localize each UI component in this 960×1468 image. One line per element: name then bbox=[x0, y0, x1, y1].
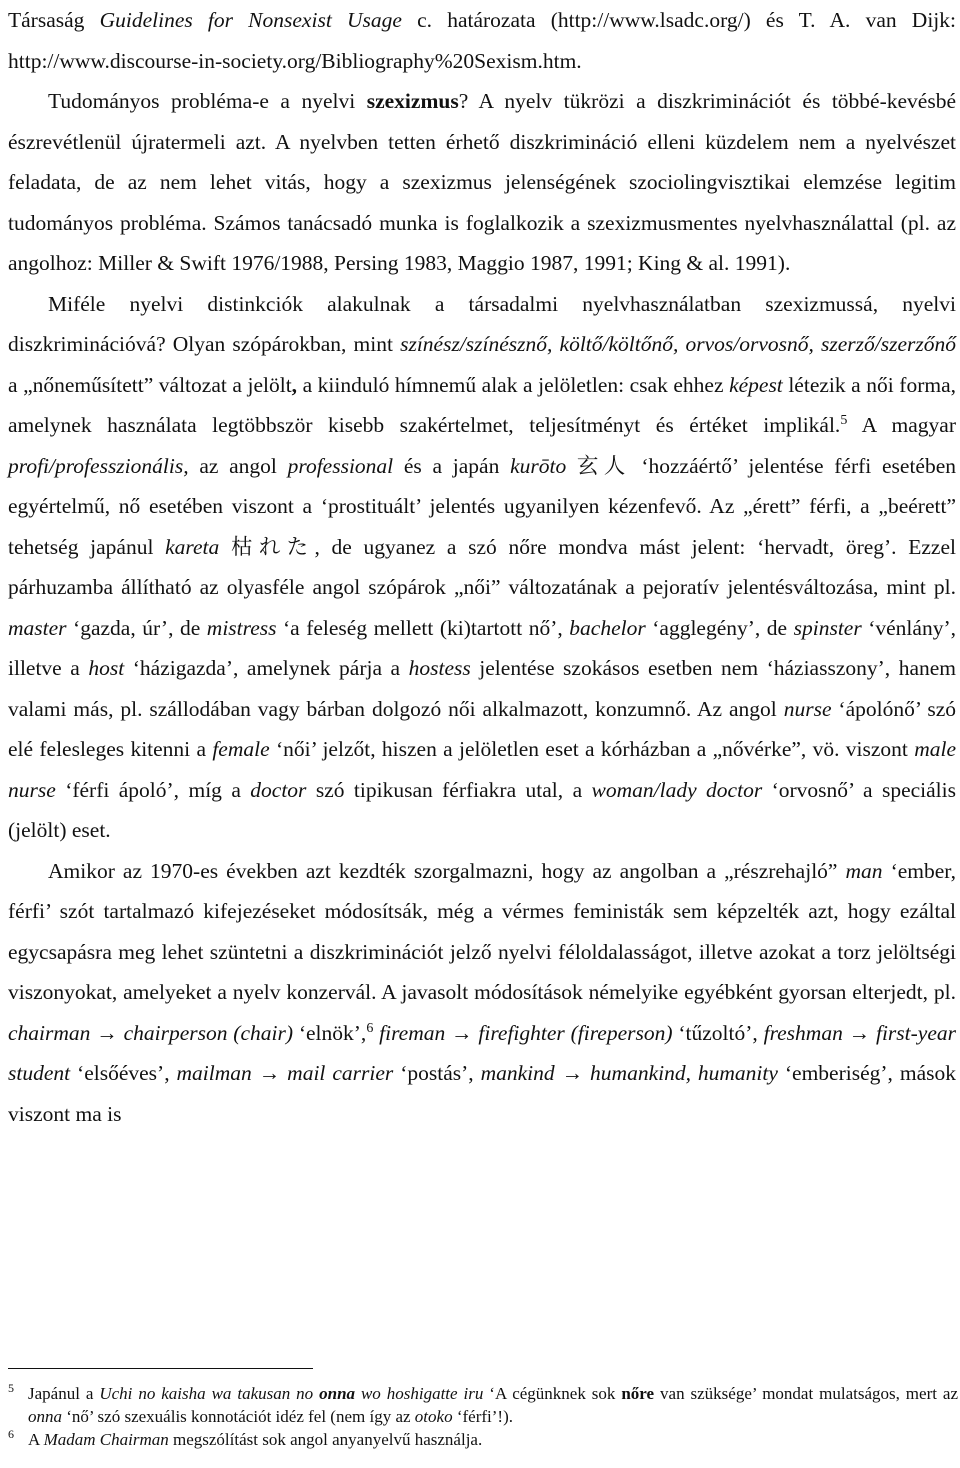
footnotes bbox=[8, 1382, 958, 1451]
text-italic: mistress bbox=[206, 615, 277, 640]
text-italic: spinster bbox=[793, 615, 862, 640]
text: szó tipikusan férfiakra utal, a bbox=[306, 777, 592, 802]
text: a kiinduló hímnemű alak a jelöletlen: csak ehhez bbox=[297, 372, 730, 397]
text-italic: chairman → chairperson (chair) bbox=[8, 1020, 294, 1045]
footnote-number: 6 bbox=[8, 1427, 14, 1441]
text-italic: male nurse bbox=[8, 737, 957, 802]
text: az angol bbox=[188, 453, 288, 478]
text: Miféle nyelvi distinkciók alakulnak a társadalmi nyelvhasználatban szexizmussá, nyelvi diszkriminációvá? Olyan szópárokban, mint bbox=[8, 291, 956, 356]
text-italic: fireman → firefighter (fireperson) bbox=[379, 1020, 673, 1045]
text-italic: színész/színésznő, költő/költőnő, orvos/orvosnő, szerző/szerzőnő bbox=[400, 332, 956, 356]
text: van szüksége’ mondat mulatságos, mert az bbox=[654, 1384, 958, 1403]
text: ‘A cégünknek sok bbox=[483, 1384, 622, 1403]
text: Amikor az 1970-es években azt kezdték szorgalmazni, hogy az angolban a „részrehajló” bbox=[48, 858, 846, 883]
text: A magyar bbox=[847, 413, 957, 437]
text: létezik a női forma, amelynek használata legtöbbször kisebb szakértelmet, teljesítményt és értéket implikál. bbox=[8, 372, 956, 437]
text-italic: mankind → humankind, humanity bbox=[480, 1061, 778, 1085]
text: 枯れた, de ugyanez a szó nőre mondva mást jelent: ‘hervadt, öreg’. Ezzel párhuzamba állítható az olyasféle angol szópárok „női” változatának a pejoratív jelentésváltozása, mint pl. bbox=[8, 534, 956, 599]
text: ‘elsőéves’, bbox=[70, 1061, 177, 1085]
footnote-ref-6[interactable]: 6 bbox=[366, 1020, 374, 1036]
text-italic: bachelor bbox=[569, 615, 646, 640]
text: ‘orvosnő’ a speciális (jelölt) eset. bbox=[8, 777, 956, 842]
text: ‘ember, férfi’ szót tartalmazó kifejezéseket módosítsák, még a vérmes feministák sem képzelték azt, hogy ezáltal egycsapásra meg lehet szüntetni a diszkriminációt jelző nyelvi féloldalasságot, illetve azokat a torz jelöltségi viszonyokat, amelyeket a nyelv konzervál. A javasolt módosítások némelyike egyébként gyorsan elterjedt, pl. bbox=[8, 858, 956, 1004]
footnote-separator bbox=[8, 1368, 313, 1369]
paragraph-4 bbox=[8, 851, 956, 1135]
text: ‘férfi’!). bbox=[452, 1407, 513, 1426]
text: ‘agglegény’, de bbox=[645, 615, 794, 640]
text-italic: female bbox=[212, 737, 270, 761]
text: megszólítást sok angol anyanyelvű használja. bbox=[168, 1430, 483, 1449]
text: Japánul a bbox=[28, 1384, 100, 1403]
text-italic: Guidelines for Nonsexist Usage bbox=[99, 8, 402, 32]
text: ‘tűzoltó’, bbox=[672, 1020, 764, 1045]
footnote-6 bbox=[8, 1428, 958, 1451]
text: Tudományos probléma-e a nyelvi bbox=[48, 89, 367, 113]
paragraph-1 bbox=[8, 0, 956, 81]
text: ‘vénlány’, illetve a bbox=[8, 615, 956, 680]
text: 玄人 ‘hozzáértő’ jelentése férfi esetében egyértelmű, nő esetében viszont a ‘prostituált’ jelentés ugyanilyen kézenfevő. Az „érett” férfi, a „beérett” tehetség japánul bbox=[8, 453, 957, 559]
text: ‘postás’, bbox=[393, 1061, 481, 1085]
text: a „nőneműsített” változat a jelölt bbox=[8, 372, 292, 397]
text-italic: képest bbox=[729, 372, 783, 397]
text-italic: kurōto bbox=[510, 453, 567, 478]
text-italic: hostess bbox=[408, 656, 471, 680]
text: ‘női’ jelzőt, hiszen a jelöletlen eset a kórházban a „nővérke”, vö. viszont bbox=[269, 737, 915, 761]
text-italic: kareta bbox=[165, 534, 220, 559]
text: ‘emberiség’, mások viszont ma is bbox=[8, 1061, 956, 1126]
text-italic: Madam Chairman bbox=[43, 1430, 169, 1449]
paragraph-2 bbox=[8, 81, 956, 284]
text-italic: master bbox=[8, 615, 67, 640]
text-italic: doctor bbox=[250, 777, 307, 802]
paragraph-3 bbox=[8, 284, 956, 851]
text-bold-italic: onna bbox=[319, 1384, 356, 1403]
text-italic: mailman → mail carrier bbox=[176, 1061, 394, 1085]
text-bold: szexizmus bbox=[366, 89, 459, 113]
text: c. határozata (http://www.lsadc.org/) és T. A. van Dijk: http://www.discourse-in-society.org/Bibliography%20Sexism.htm. bbox=[8, 8, 957, 73]
text-bold: nőre bbox=[621, 1384, 655, 1403]
text-italic: wo hoshigatte iru bbox=[355, 1384, 484, 1403]
text-italic: woman/lady doctor bbox=[591, 777, 763, 802]
text-italic: profi/professzionális, bbox=[8, 453, 189, 478]
text: ? A nyelv tükrözi a diszkriminációt és többé-kevésbé észrevétlenül újratermeli azt. A nyelvben tetten érhető diszkrimináció elleni küzdelem nem a nyelvészet feladata, de az nem lehet vitás, hogy a szexizmus jelenségének szociolingvisztikai elemzése legitim tudományos probléma. Számos tanácsadó munka is foglalkozik a szexizmusmentes nyelvhasználattal (pl. az angolhoz: Miller & Swift 1976/1988, Persing 1983, Maggio 1987, 1991; King & al. 1991). bbox=[8, 89, 956, 275]
text-bold: , bbox=[291, 372, 298, 397]
text: jelentése szokásos esetben nem ‘háziasszony’, hanem valami más, pl. szállodában vagy bárban dolgozó női alkalmazott, konzumnő. Az angol bbox=[8, 656, 956, 721]
text-italic: nurse bbox=[783, 696, 832, 721]
text: ‘nő’ szó szexuális konnotációt idéz fel (nem így az bbox=[62, 1407, 415, 1426]
text-italic: man bbox=[845, 858, 883, 883]
text: ‘a feleség mellett (ki)tartott nő’, bbox=[276, 615, 570, 640]
text-italic: onna bbox=[28, 1407, 62, 1426]
text-italic: host bbox=[88, 656, 125, 680]
body-text bbox=[8, 0, 956, 1134]
text: ‘elnök’, bbox=[293, 1020, 367, 1045]
footnote-5 bbox=[8, 1382, 958, 1428]
text-italic: otoko bbox=[414, 1407, 453, 1426]
footnote-ref-5[interactable]: 5 bbox=[840, 412, 848, 428]
text-italic: professional bbox=[287, 453, 394, 478]
text: ‘házigazda’, amelynek párja a bbox=[124, 656, 409, 680]
footnote-number: 5 bbox=[8, 1381, 14, 1395]
text: ‘gazda, úr’, de bbox=[66, 615, 207, 640]
text: Társaság bbox=[8, 8, 100, 32]
text-italic: freshman → first-year student bbox=[8, 1020, 956, 1085]
text-italic: Uchi no kaisha wa takusan no bbox=[99, 1384, 320, 1403]
text: A bbox=[28, 1430, 44, 1449]
text: ‘férfi ápoló’, míg a bbox=[55, 777, 251, 802]
text: és a japán bbox=[393, 453, 511, 478]
text: ‘ápolónő’ szó elé felesleges kitenni a bbox=[8, 696, 957, 761]
